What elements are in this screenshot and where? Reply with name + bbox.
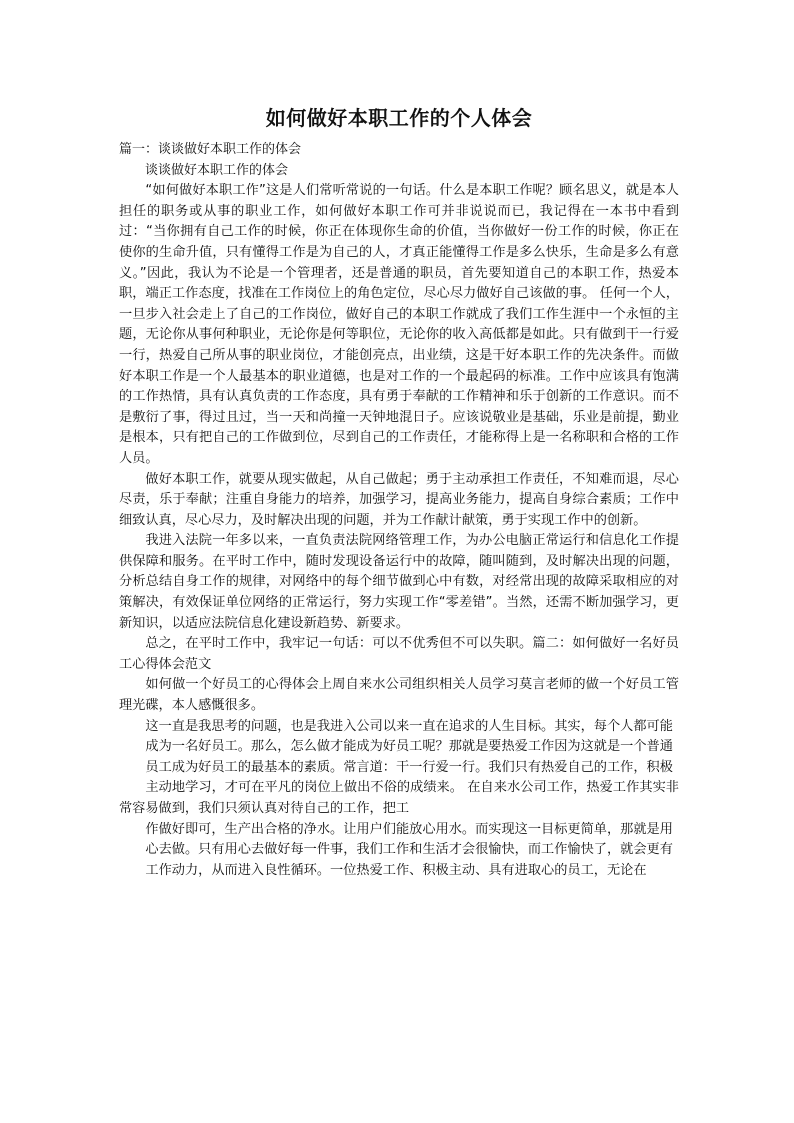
section-heading-1: 篇一：谈谈做好本职工作的体会	[119, 142, 302, 157]
paragraph: 作做好即可，生产出合格的净水。让用户们能放心用水。而实现这一目标更简单，那就是用	[145, 821, 673, 837]
paragraph: 成为一名好员工。那么，怎么做才能成为好员工呢？那就是要热爱工作因为这就是一个普通	[145, 739, 673, 755]
paragraph: 主动地学习，才可在平凡的岗位上做出不俗的成绩来。 在自来水公司工作，热爱工作其实非常容易做到，我们只须认真对待自己的工作，把工	[119, 780, 679, 816]
paragraph: 如何做一个好员工的心得体会上周自来水公司组织相关人员学习莫言老师的做一个好员工管理光碟，本人感慨很多。	[119, 677, 679, 714]
document-page	[119, 104, 679, 881]
paragraph: 这一直是我思考的问题，也是我进入公司以来一直在追求的人生目标。其实，每个人都可能	[145, 718, 673, 734]
paragraph: 心去做。只有用心去做好每一件事，我们工作和生活才会很愉快，而工作愉快了，就会更有	[145, 842, 673, 858]
paragraph: “如何做好本职工作”这是人们常听常说的一句话。什么是本职工作呢？顾名思义，就是本人担任的职务或从事的职业工作，如何做好本职工作可并非说说而已，我记得在一本书中看到过：“当你拥有自己工作的时候，你正在体现你生命的价值，当你做好一份工作的时候，你正在使你的生命升值，只有懂得工作是为自己的人，才真正能懂得工作是多么快乐，生命是多么有意义。”因此，我认为不论是一个管理者，还是普通的职员，首先要知道自己的本职工作，热爱本职，端正工作态度，找准在工作岗位上的角色定位，尽心尽力做好自己该做的事。 任何一个人，一旦步入社会走上了自己的工作岗位，做好自己的本职工作就成了我们工作生涯中一个永恒的主题，无论你从事何种职业，无论你是何等职位，无论你的收入高低都是如此。只有做到干一行爱一行，热爱自己所从事的职业岗位，才能创亮点，出业绩，这是干好本职工作的先决条件。而做好本职工作是一个人最基本的职业道德，也是对工作的一个最起码的标准。工作中应该具有饱满的工作热情，具有认真负责的工作态度，具有勇于奉献的工作精神和乐于创新的工作意识。而不是敷衍了事，得过且过，当一天和尚撞一天钟地混日子。应该说敬业是基础，乐业是前提，勤业是根本，只有把自己的工作做到位，尽到自己的工作责任，才能称得上是一名称职和合格的工作人员。	[119, 183, 679, 466]
paragraph: 总之，在平时工作中，我牢记一句话：可以不优秀但不可以失职。篇二：如何做好一名好员工心得体会范文	[119, 636, 679, 672]
section-subheading-1: 谈谈做好本职工作的体会	[145, 162, 289, 178]
paragraph: 做好本职工作，就要从现实做起，从自己做起；勇于主动承担工作责任，不知难而退，尽心尽责，乐于奉献；注重自身能力的培养，加强学习，提高业务能力，提高自身综合素质；工作中细致认真，尽心尽力，及时解决出现的问题，并为工作献计献策，勇于实现工作中的创新。	[119, 471, 679, 528]
paragraph: 员工成为好员工的最基本的素质。常言道：干一行爱一行。我们只有热爱自己的工作，积极	[145, 759, 673, 775]
document-title: 如何做好本职工作的个人体会	[265, 106, 533, 130]
paragraph: 我进入法院一年多以来，一直负责法院网络管理工作，为办公电脑正常运行和信息化工作提供保障和服务。在平时工作中，随时发现设备运行中的故障，随叫随到，及时解决出现的问题，分析总结自身工作的规律，对网络中的每个细节做到心中有数，对经常出现的故障采取相应的对策解决，有效保证单位网络的正常运行，努力实现工作“零差错”。当然，还需不断加强学习，更新知识，以适应法院信息化建设新趋势、新要求。	[119, 533, 679, 631]
paragraph: 工作动力，从而进入良性循环。一位热爱工作、积极主动、具有进取心的员工，无论在	[145, 862, 647, 878]
